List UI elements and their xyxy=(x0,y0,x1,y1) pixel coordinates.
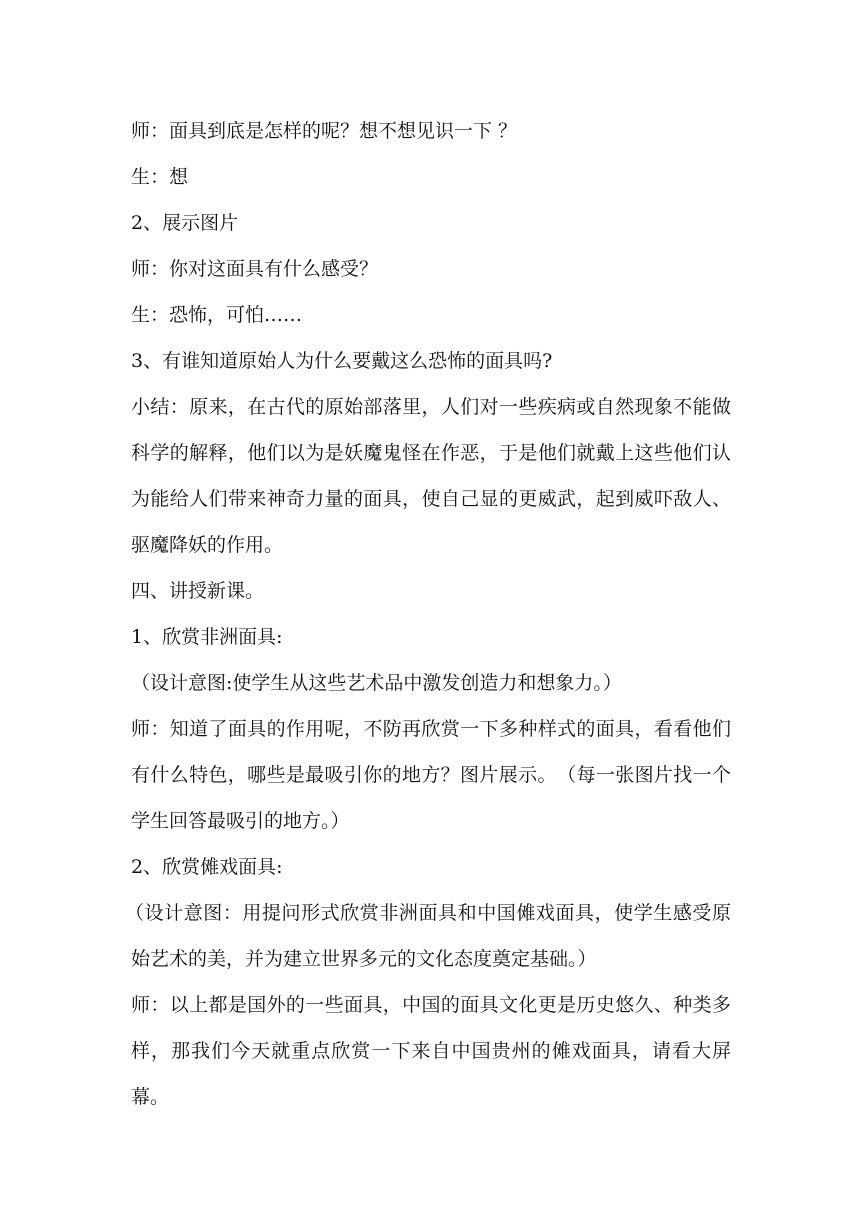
paragraph-design-intent-2: （设计意图：用提问形式欣赏非洲面具和中国傩戏面具，使学生感受原始艺术的美，并为建立世界多元的文化态度奠定基础。） xyxy=(125,902,731,970)
paragraph-african-masks-heading: 1、欣赏非洲面具: xyxy=(131,626,283,648)
paragraph-teacher-appreciation: 师：知道了面具的作用呢，不防再欣赏一下多种样式的面具，看看他们有什么特色，哪些是最吸引你的地方？图片展示。 （每一张图片找一个学生回答最吸引的地方。） xyxy=(131,718,731,832)
paragraph-teacher-feeling-question: 师：你对这面具有什么感受？ xyxy=(131,258,379,280)
paragraph-show-pictures: 2、展示图片 xyxy=(131,212,239,234)
paragraph-teacher-chinese-masks: 师：以上都是国外的一些面具，中国的面具文化更是历史悠久、种类多样，那我们今天就重点欣赏一下来自中国贵州的傩戏面具，请看大屏幕。 xyxy=(131,994,731,1108)
paragraph-student-answer: 生：想 xyxy=(131,166,189,188)
paragraph-design-intent-1: （设计意图:使学生从这些艺术品中激发创造力和想象力。） xyxy=(131,672,622,694)
paragraph-summary: 小结：原来，在古代的原始部落里，人们对一些疾病或自然现象不能做科学的解释，他们以为是妖魔鬼怪在作恶，于是他们就戴上这些他们认为能给人们带来神奇力量的面具，使自己显的更威武，起到威吓敌人、驱魔降妖的作用。 xyxy=(131,396,731,556)
paragraph-why-masks-question: 3、有谁知道原始人为什么要戴这么恐怖的面具吗? xyxy=(131,350,553,372)
paragraph-student-feeling-answer: 生：恐怖，可怕…… xyxy=(131,304,303,326)
paragraph-teacher-question: 师：面具到底是怎样的呢？想不想见识一下 ？ xyxy=(131,120,518,142)
paragraph-nuo-masks-heading: 2、欣赏傩戏面具: xyxy=(131,856,283,878)
document-body xyxy=(125,108,731,1120)
section-heading-new-lesson: 四、讲授新课。 xyxy=(131,580,265,602)
